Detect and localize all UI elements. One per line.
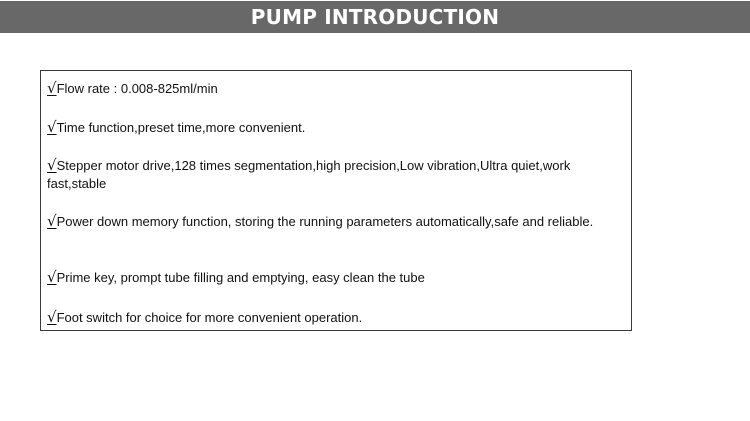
feature-text: Time function,preset time,more convenient. [56, 120, 306, 135]
checkmark-icon: √ [47, 118, 57, 136]
feature-text: Foot switch for choice for more convenient operation. [56, 310, 363, 325]
checkmark-icon: √ [47, 268, 57, 286]
checkmark-icon: √ [47, 212, 57, 230]
feature-item-power-down-memory [47, 212, 625, 231]
feature-item-foot-switch [47, 308, 625, 327]
feature-item-stepper-motor [47, 156, 625, 193]
checkmark-icon: √ [47, 308, 57, 326]
feature-item-flow-rate [47, 79, 625, 98]
feature-list-box [40, 70, 632, 331]
feature-item-time-function [47, 118, 625, 137]
header-bar [0, 1, 750, 33]
page-title: PUMP INTRODUCTION [250, 5, 500, 29]
checkmark-icon: √ [47, 79, 57, 97]
feature-text: Prime key, prompt tube filling and emptying, easy clean the tube [56, 270, 425, 285]
feature-item-prime-key [47, 268, 625, 287]
feature-text: Flow rate : 0.008-825ml/min [56, 81, 218, 96]
feature-text: Power down memory function, storing the running parameters automatically,safe and reliable. [56, 214, 594, 229]
checkmark-icon: √ [47, 156, 57, 174]
feature-text: Stepper motor drive,128 times segmentation,high precision,Low vibration,Ultra quiet,work fast,stable [47, 158, 571, 191]
